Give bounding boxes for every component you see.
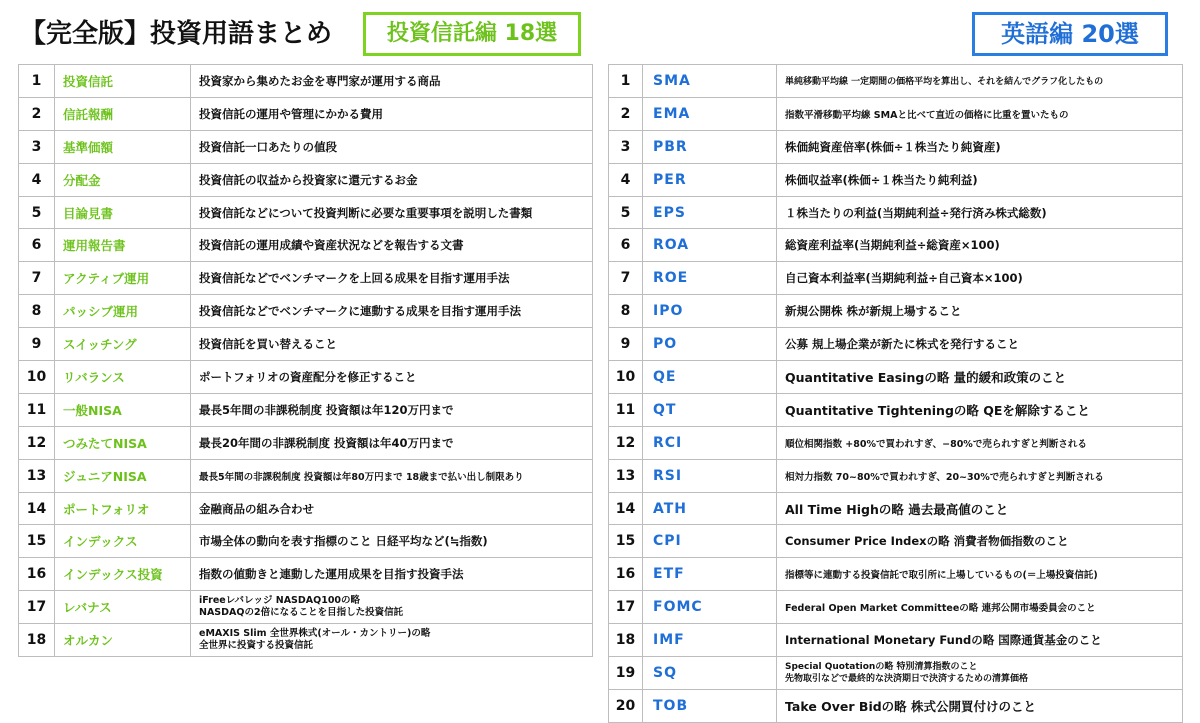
description: 指数平滑移動平均線 SMAと比べて直近の価格に比重を置いたもの xyxy=(777,97,1183,130)
row-number: 15 xyxy=(19,525,55,558)
table-row xyxy=(609,525,1183,558)
description: 自己資本利益率(当期純利益÷自己資本×100) xyxy=(777,262,1183,295)
description: Take Over Bidの略 株式公開買付けのこと xyxy=(777,689,1183,722)
row-number: 20 xyxy=(609,689,643,722)
row-number: 14 xyxy=(19,492,55,525)
term: IPO xyxy=(643,295,777,328)
term: オルカン xyxy=(55,624,191,657)
row-number: 18 xyxy=(19,624,55,657)
description: 指数の値動きと連動した運用成果を目指す投資手法 xyxy=(191,558,593,591)
description: 投資信託の収益から投資家に還元するお金 xyxy=(191,163,593,196)
table-row xyxy=(19,558,593,591)
row-number: 3 xyxy=(609,130,643,163)
term: SQ xyxy=(643,657,777,690)
table-row xyxy=(19,196,593,229)
row-number: 4 xyxy=(609,163,643,196)
term: 投資信託 xyxy=(55,65,191,98)
row-number: 18 xyxy=(609,624,643,657)
row-number: 16 xyxy=(19,558,55,591)
row-number: 11 xyxy=(609,393,643,426)
term: TOB xyxy=(643,689,777,722)
table-row xyxy=(19,65,593,98)
page-title: 【完全版】投資用語まとめ xyxy=(20,19,333,49)
table-row xyxy=(609,65,1183,98)
table-row xyxy=(609,163,1183,196)
term: パッシブ運用 xyxy=(55,295,191,328)
table-row xyxy=(19,295,593,328)
row-number: 14 xyxy=(609,492,643,525)
description: International Monetary Fundの略 国際通貨基金のこと xyxy=(777,624,1183,657)
description: Federal Open Market Committeeの略 連邦公開市場委員会のこと xyxy=(777,591,1183,624)
row-number: 12 xyxy=(609,426,643,459)
term: PER xyxy=(643,163,777,196)
term: ETF xyxy=(643,558,777,591)
term: FOMC xyxy=(643,591,777,624)
table-row xyxy=(609,97,1183,130)
term: スイッチング xyxy=(55,328,191,361)
description-line: iFreeレバレッジ NASDAQ100の略 xyxy=(199,595,361,607)
table-row xyxy=(609,229,1183,262)
term: 運用報告書 xyxy=(55,229,191,262)
investment-trust-glossary-table xyxy=(18,64,593,657)
row-number: 7 xyxy=(609,262,643,295)
description-line: eMAXIS Slim 全世界株式(オール・カントリー)の略 xyxy=(199,628,431,640)
description: ポートフォリオの資産配分を修正すること xyxy=(191,361,593,394)
description: 指標等に連動する投資信託で取引所に上場しているもの(＝上場投資信託) xyxy=(777,558,1183,591)
table-row xyxy=(609,657,1183,690)
english-terms-badge: 英語編 20選 xyxy=(972,12,1168,56)
term: レバナス xyxy=(55,591,191,624)
table-row xyxy=(609,361,1183,394)
table-row xyxy=(19,328,593,361)
description: All Time Highの略 過去最高値のこと xyxy=(777,492,1183,525)
table-row xyxy=(19,525,593,558)
description: 市場全体の動向を表す指標のこと 日経平均など(≒指数) xyxy=(191,525,593,558)
table-row xyxy=(609,393,1183,426)
row-number: 8 xyxy=(19,295,55,328)
term: SMA xyxy=(643,65,777,98)
table-row xyxy=(19,361,593,394)
table-row xyxy=(19,163,593,196)
description: 投資信託一口あたりの値段 xyxy=(191,130,593,163)
term: RSI xyxy=(643,459,777,492)
term: CPI xyxy=(643,525,777,558)
description: 株価収益率(株価÷１株当たり純利益) xyxy=(777,163,1183,196)
description: 最長5年間の非課税制度 投資額は年80万円まで 18歳まで払い出し制限あり xyxy=(191,459,593,492)
description: Quantitative Tighteningの略 QEを解除すること xyxy=(777,393,1183,426)
table-row xyxy=(609,558,1183,591)
row-number: 6 xyxy=(609,229,643,262)
term: 目論見書 xyxy=(55,196,191,229)
description-line: Special Quotationの略 特別清算指数のこと xyxy=(785,661,978,672)
term: 一般NISA xyxy=(55,393,191,426)
term: EPS xyxy=(643,196,777,229)
table-row xyxy=(609,295,1183,328)
term: アクティブ運用 xyxy=(55,262,191,295)
description-line: 先物取引などで最終的な決済期日で決済するための清算価格 xyxy=(785,673,1029,684)
description xyxy=(777,657,1183,690)
table-row xyxy=(19,393,593,426)
description: Consumer Price Indexの略 消費者物価指数のこと xyxy=(777,525,1183,558)
description: 相対力指数 70~80%で買われすぎ、20~30%で売られすぎと判断される xyxy=(777,459,1183,492)
term: 基準価額 xyxy=(55,130,191,163)
row-number: 17 xyxy=(19,591,55,624)
term: ROA xyxy=(643,229,777,262)
row-number: 4 xyxy=(19,163,55,196)
row-number: 13 xyxy=(19,459,55,492)
table-row xyxy=(609,328,1183,361)
row-number: 19 xyxy=(609,657,643,690)
table-row xyxy=(609,591,1183,624)
term: ジュニアNISA xyxy=(55,459,191,492)
table-row xyxy=(609,196,1183,229)
term: QT xyxy=(643,393,777,426)
description: 投資家から集めたお金を専門家が運用する商品 xyxy=(191,65,593,98)
table-row xyxy=(19,262,593,295)
row-number: 16 xyxy=(609,558,643,591)
description: 投資信託などについて投資判断に必要な重要事項を説明した書類 xyxy=(191,196,593,229)
english-terms-glossary-table xyxy=(608,64,1183,723)
description: Quantitative Easingの略 量的緩和政策のこと xyxy=(777,361,1183,394)
description: 投資信託を買い替えること xyxy=(191,328,593,361)
table-row xyxy=(609,130,1183,163)
term: リバランス xyxy=(55,361,191,394)
description: 最長5年間の非課税制度 投資額は年120万円まで xyxy=(191,393,593,426)
description: 投資信託の運用成績や資産状況などを報告する文書 xyxy=(191,229,593,262)
description-line: 全世界に投資する投資信託 xyxy=(199,640,314,652)
description: 単純移動平均線 一定期間の価格平均を算出し、それを結んでグラフ化したもの xyxy=(777,65,1183,98)
table-row xyxy=(19,459,593,492)
term: ROE xyxy=(643,262,777,295)
table-row xyxy=(609,689,1183,722)
row-number: 3 xyxy=(19,130,55,163)
description: 総資産利益率(当期純利益÷総資産×100) xyxy=(777,229,1183,262)
row-number: 9 xyxy=(609,328,643,361)
row-number: 10 xyxy=(609,361,643,394)
row-number: 1 xyxy=(609,65,643,98)
table-row xyxy=(19,591,593,624)
table-row xyxy=(19,229,593,262)
row-number: 10 xyxy=(19,361,55,394)
description: 最長20年間の非課税制度 投資額は年40万円まで xyxy=(191,426,593,459)
term: つみたてNISA xyxy=(55,426,191,459)
term: ATH xyxy=(643,492,777,525)
description xyxy=(191,591,593,624)
term: インデックス xyxy=(55,525,191,558)
row-number: 13 xyxy=(609,459,643,492)
description: 投資信託などでベンチマークに連動する成果を目指す運用手法 xyxy=(191,295,593,328)
description: 金融商品の組み合わせ xyxy=(191,492,593,525)
row-number: 1 xyxy=(19,65,55,98)
table-row xyxy=(609,262,1183,295)
description: 順位相関指数 +80%で買われすぎ、−80%で売られすぎと判断される xyxy=(777,426,1183,459)
row-number: 2 xyxy=(609,97,643,130)
table-row xyxy=(19,624,593,657)
row-number: 5 xyxy=(19,196,55,229)
term: 分配金 xyxy=(55,163,191,196)
term: PO xyxy=(643,328,777,361)
table-row xyxy=(19,492,593,525)
description: 投資信託の運用や管理にかかる費用 xyxy=(191,97,593,130)
row-number: 8 xyxy=(609,295,643,328)
term: ポートフォリオ xyxy=(55,492,191,525)
table-row xyxy=(609,459,1183,492)
row-number: 15 xyxy=(609,525,643,558)
description-line: NASDAQの2倍になることを目指した投資信託 xyxy=(199,607,404,619)
row-number: 6 xyxy=(19,229,55,262)
description: 新規公開株 株が新規上場すること xyxy=(777,295,1183,328)
row-number: 7 xyxy=(19,262,55,295)
table-row xyxy=(609,426,1183,459)
term: RCI xyxy=(643,426,777,459)
table-row xyxy=(609,492,1183,525)
row-number: 5 xyxy=(609,196,643,229)
term: EMA xyxy=(643,97,777,130)
row-number: 2 xyxy=(19,97,55,130)
description: 投資信託などでベンチマークを上回る成果を目指す運用手法 xyxy=(191,262,593,295)
term: インデックス投資 xyxy=(55,558,191,591)
row-number: 17 xyxy=(609,591,643,624)
description: 公募 規上場企業が新たに株式を発行すること xyxy=(777,328,1183,361)
description: １株当たりの利益(当期純利益÷発行済み株式総数) xyxy=(777,196,1183,229)
row-number: 11 xyxy=(19,393,55,426)
table-row xyxy=(19,130,593,163)
table-row xyxy=(19,97,593,130)
term: 信託報酬 xyxy=(55,97,191,130)
table-row xyxy=(609,624,1183,657)
term: QE xyxy=(643,361,777,394)
term: IMF xyxy=(643,624,777,657)
row-number: 9 xyxy=(19,328,55,361)
investment-trust-badge: 投資信託編 18選 xyxy=(363,12,581,56)
description: 株価純資産倍率(株価÷１株当たり純資産) xyxy=(777,130,1183,163)
table-row xyxy=(19,426,593,459)
term: PBR xyxy=(643,130,777,163)
row-number: 12 xyxy=(19,426,55,459)
description xyxy=(191,624,593,657)
